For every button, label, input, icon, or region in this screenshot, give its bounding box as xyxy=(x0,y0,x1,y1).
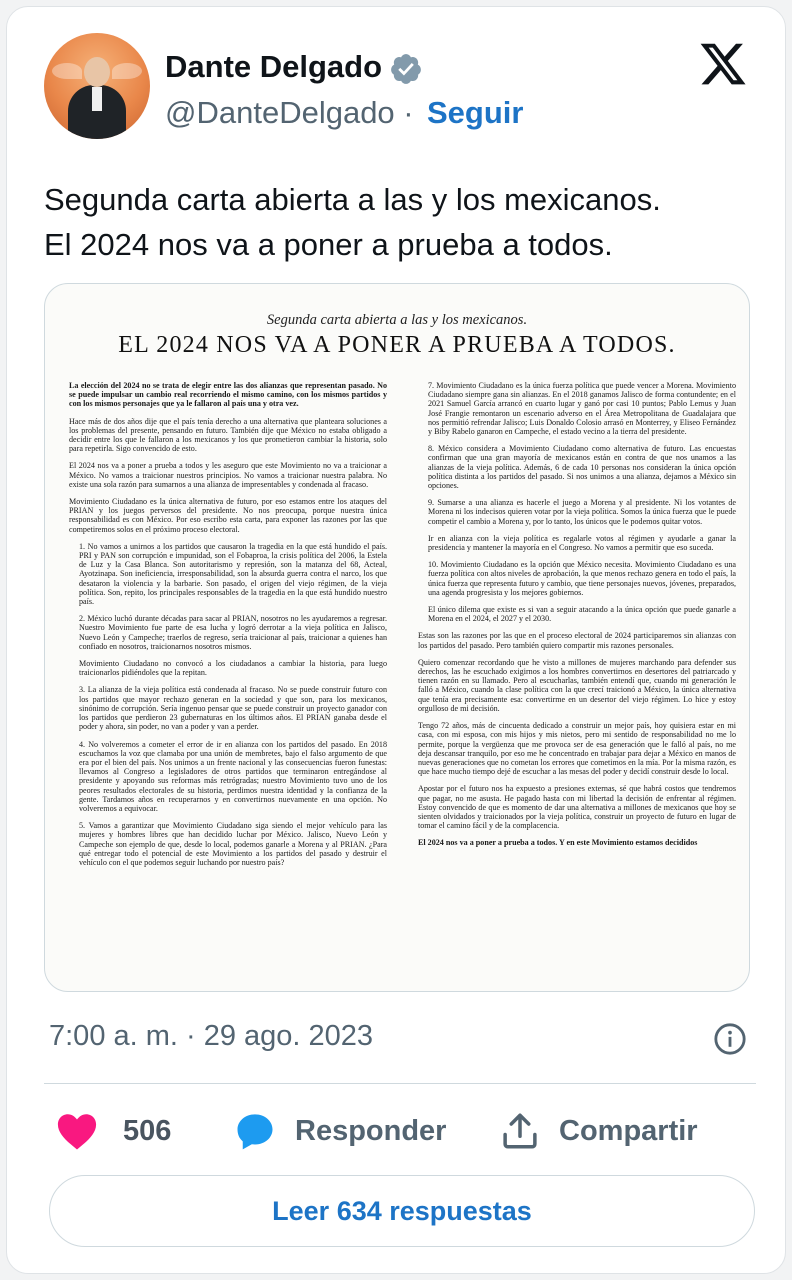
share-button[interactable] xyxy=(499,1105,698,1157)
letter-paragraph: La elección del 2024 no se trata de elegir entre las dos alianzas que representan pasado. No se puede impulsar un cambio real recorriendo el mismo camino, con los mismos partidos y con los mismos personajes que ya le fallaron al país una y otra vez. xyxy=(69,381,387,409)
letter-paragraph: 2. México luchó durante décadas para sacar al PRIAN, nosotros no les ayudaremos a regresar. Nuestro Movimiento fue parte de esa lucha y logró derrotar a la vieja política en Jalisco, Nuevo León y Campeche; traerlos de regreso, sería traicionar al país, traicionar a quienes han confiado en nosotros, traicionarnos nosotros mismos. xyxy=(79,614,387,651)
tweet-text xyxy=(44,177,764,267)
letter-paragraph: El 2024 nos va a poner a prueba a todos. Y en este Movimiento estamos decididos xyxy=(418,838,698,848)
share-icon xyxy=(499,1110,541,1152)
info-icon[interactable] xyxy=(713,1022,747,1056)
letter-left-column xyxy=(69,381,387,875)
tweet-line: Segunda carta abierta a las y los mexicanos. xyxy=(44,182,661,217)
like-button[interactable] xyxy=(55,1105,171,1157)
letter-paragraph: Movimiento Ciudadano no convocó a los ciudadanos a cambiar la historia, para luego traicionarlos pidiéndoles que la repitan. xyxy=(79,659,387,678)
letter-paragraph: Movimiento Ciudadano es la única alternativa de futuro, por eso estamos entre los ataques del PRIAN y los juegos perversos del presidente. No nos preocupa, porque nuestra única responsabilidad es con México. Por eso escribo esta carta, para exponer las razones por las que competiremos solos en el próximo proceso electoral. xyxy=(69,497,387,534)
reply-button[interactable] xyxy=(233,1105,446,1157)
letter-paragraph: El único dilema que existe es si van a seguir atacando a la única opción que puede ganarle a Morena en el 2024, el 2027 y el 2030. xyxy=(428,605,736,624)
follow-button[interactable]: Seguir xyxy=(427,95,524,130)
read-replies-button[interactable] xyxy=(49,1175,755,1247)
letter-paragraph: 9. Sumarse a una alianza es hacerle el juego a Morena y al presidente. Ni los votantes de Morena ni los indecisos quieren votar por la vieja política. Somos la única fuerza que le puede competir el cambio a Morena y, por lo tanto, los únicos que le podemos quitar votos. xyxy=(428,498,736,526)
like-count: 506 xyxy=(123,1114,172,1147)
author-avatar[interactable] xyxy=(44,33,150,139)
author-handle[interactable] xyxy=(165,95,414,131)
separator-dot: · xyxy=(403,95,414,130)
letter-paragraph: 1. No vamos a unirnos a los partidos que causaron la tragedia en la que está hundido el país. PRI y PAN son corrupción e impunidad, son el Fobaproa, la crisis política del 2006, la Estela de Luz y la Casa Blanca. Son autoritarismo y represión, son la matanza del 68, Acteal, Ayotzinapa. Son ineficiencia, irresponsabilidad, son la absurda guerra contra el narco, los que desataron la violencia y la barbarie. Son pasado, el origen del viejo régimen, de la vieja política. Son, repito, los principales responsables de la tragedia en la que está hundido nuestro país. xyxy=(79,541,387,607)
letter-paragraph: 4. No volveremos a cometer el error de ir en alianza con los partidos del pasado. En 2018 escuchamos la voz que clamaba por una unión de membretes, bajo el falso argumento de que era por el bien del país. Nos unimos a un frente nacional y las consecuencias fueron funestas: llevamos al Congreso a legisladores de otros partidos que terminaron entregándose al presidente y apoyando sus reformas más retrógradas; nuestro Movimiento tuvo uno de los peores resultados electorales de su historia, perdimos nuestra identidad y la confianza de la gente. Tardamos años en recuperarnos y en convertirnos nuevamente en una opción. No volveremos a equivocar. xyxy=(79,739,387,813)
author-name[interactable]: Dante Delgado xyxy=(165,49,383,84)
reply-label: Responder xyxy=(295,1114,447,1147)
tweet-image-letter[interactable] xyxy=(44,283,750,992)
tweet-timestamp[interactable]: 7:00 a. m. · 29 ago. 2023 xyxy=(49,1020,374,1052)
divider xyxy=(44,1083,756,1084)
letter-title: EL 2024 NOS VA A PONER A PRUEBA A TODOS. xyxy=(118,332,676,358)
x-logo-icon[interactable] xyxy=(697,39,749,89)
letter-paragraph: Apostar por el futuro nos ha expuesto a presiones externas, sé que habrá costos que tendremos que pagar, no me asusta. He pagado hasta con mi libertad la decisión de enfrentar al régimen. Estoy convencido de que es momento de dar una alternativa a millones de mexicanos que hoy se sienten olvidados y traicionados por la vieja política, construir un proyecto de futuro en lugar de tomar el camino fácil y de la complacencia. xyxy=(418,784,736,831)
letter-paragraph: 7. Movimiento Ciudadano es la única fuerza política que puede vencer a Morena. Movimiento Ciudadano siempre gana sin alianzas. En el 2018 ganamos Jalisco de forma contundente; en el 2021 Samuel García arrancó en cuarto lugar y ganó por casi 10 puntos; Pablo Lemus y Juan José Frangie remontaron un escenario adverso en el Área Metropolitana de Guadalajara que nos permitió refrendar Jalisco; Luis Donaldo Colosio arrasó en Monterrey, y Eliseo Fernández y Biby Rabelo ganaron en Campeche, el estado vecino a la tierra del presidente. xyxy=(428,381,736,437)
reply-icon xyxy=(233,1110,277,1152)
letter-subtitle: Segunda carta abierta a las y los mexicanos. xyxy=(266,312,528,328)
handle-text[interactable]: @DanteDelgado xyxy=(165,95,395,130)
letter-paragraph: Estas son las razones por las que en el proceso electoral de 2024 participaremos sin alianzas con los partidos del pasado. Pero también quiero compartir mis razones personales. xyxy=(418,631,736,650)
verified-badge-icon xyxy=(389,52,423,86)
heart-icon xyxy=(55,1111,99,1151)
letter-paragraph: 10. Movimiento Ciudadano es la opción que México necesita. Movimiento Ciudadano es una fuerza política con altos niveles de aprobación, la que menos rechazo genera en todo el país, la única fuerza que representa futuro y cambio, que tiene personajes nuevos, jóvenes, preparados, una agenda progresista y los mejores gobiernos. xyxy=(428,560,736,597)
letter-paragraph: Ir en alianza con la vieja política es regalarle votos al régimen y ayudarle a ganar la presidencia y mantener la mayoría en el Congreso. No vamos a permitir que eso suceda. xyxy=(428,533,736,553)
read-replies-label: Leer 634 respuestas xyxy=(272,1195,532,1226)
tweet-card xyxy=(6,6,786,1274)
letter-paragraph: Quiero comenzar recordando que he visto a millones de mujeres marchando para defender sus derechos, las he escuchado exigirnos a los hombres convertirnos en desertores del patriarcado y tienen razón en su llamado. Pero al escucharlas, también entendí que, cuando mi generación le falló a México, cuando la clase política con la que crecí traicionó a México, la única alternativa que tenía era precisamente esa: convertirme en un desertor del viejo régimen. Lo hice y estoy orgulloso de mi decisión. xyxy=(418,657,736,713)
letter-paragraph: Tengo 72 años, más de cincuenta dedicado a construir un mejor país, hoy quisiera estar en mi casa, con mi esposa, con mis hijos y mis nietos, pero mi sentido de responsabilidad no me lo permite, porque la vergüenza que me provoca ser de esa generación que le falló al país, no me deja descansar tranquilo, por eso me he concentrado en trabajar para dejar a México en manos de nuevas generaciones que no cometan los errores que cometimos en la mía. Por la misma razón, es que hace mucho tiempo dejé de escuchar a las mesas del poder y decidí construir desde lo local. xyxy=(418,721,736,777)
letter-paragraph: 3. La alianza de la vieja política está condenada al fracaso. No se puede construir futuro con los partidos que mayor rechazo generan en la sociedad y que son, para los mexicanos, sinónimo de corrupción. Sería ingenuo pensar que se puede construir un proyecto ganador con los partidos que perdieron 23 gubernaturas en los últimos años. El PRIAN ganaba desde el poder y ahora, sin poder, no van a poder y van a perder. xyxy=(79,685,387,732)
letter-paragraph: El 2024 nos va a poner a prueba a todos y les aseguro que este Movimiento no va a traicionar a México. No vamos a traicionar nuestros principios. No vamos a traicionar nuestra palabra. No existe una sola razón para sumarnos a una alianza de impresentables y condenada al fracaso. xyxy=(69,461,387,489)
letter-paragraph: Hace más de dos años dije que el país tenía derecho a una alternativa que planteara soluciones a los problemas del presente, pensando en futuro. También dije que México no estaba obligado a decidir entre los que le fallaron a los mexicanos y los que prometieron cambiar la historia, solo para repetirla. Sigo convencido de esto. xyxy=(69,416,387,454)
letter-paragraph: 5. Vamos a garantizar que Movimiento Ciudadano siga siendo el mejor vehículo para las mujeres y hombres libres que han decidido luchar por México. Jalisco, Nuevo León y Campeche son ejemplo de que, desde lo local, podemos ganarle a Morena y al PRIAN. ¿Para qué entregar todo el potencial de este Movimiento a los partidos del pasado y destruir el vehículo con el que podemos seguir luchando por nuestro país? xyxy=(79,821,387,867)
letter-paragraph: 8. México considera a Movimiento Ciudadano como alternativa de futuro. Las encuestas confirman que una gran mayoría de mexicanos están en contra de que nos unamos a las alianzas de la vieja política. Además, 6 de cada 10 personas nos consideran la única opción política distinta a los partidos del pasado. Si nos unimos a una alianza, dejamos a México sin opciones. xyxy=(428,444,736,491)
share-label: Compartir xyxy=(559,1114,698,1147)
letter-right-column xyxy=(418,381,736,856)
tweet-line: El 2024 nos va a poner a prueba a todos. xyxy=(44,227,613,262)
